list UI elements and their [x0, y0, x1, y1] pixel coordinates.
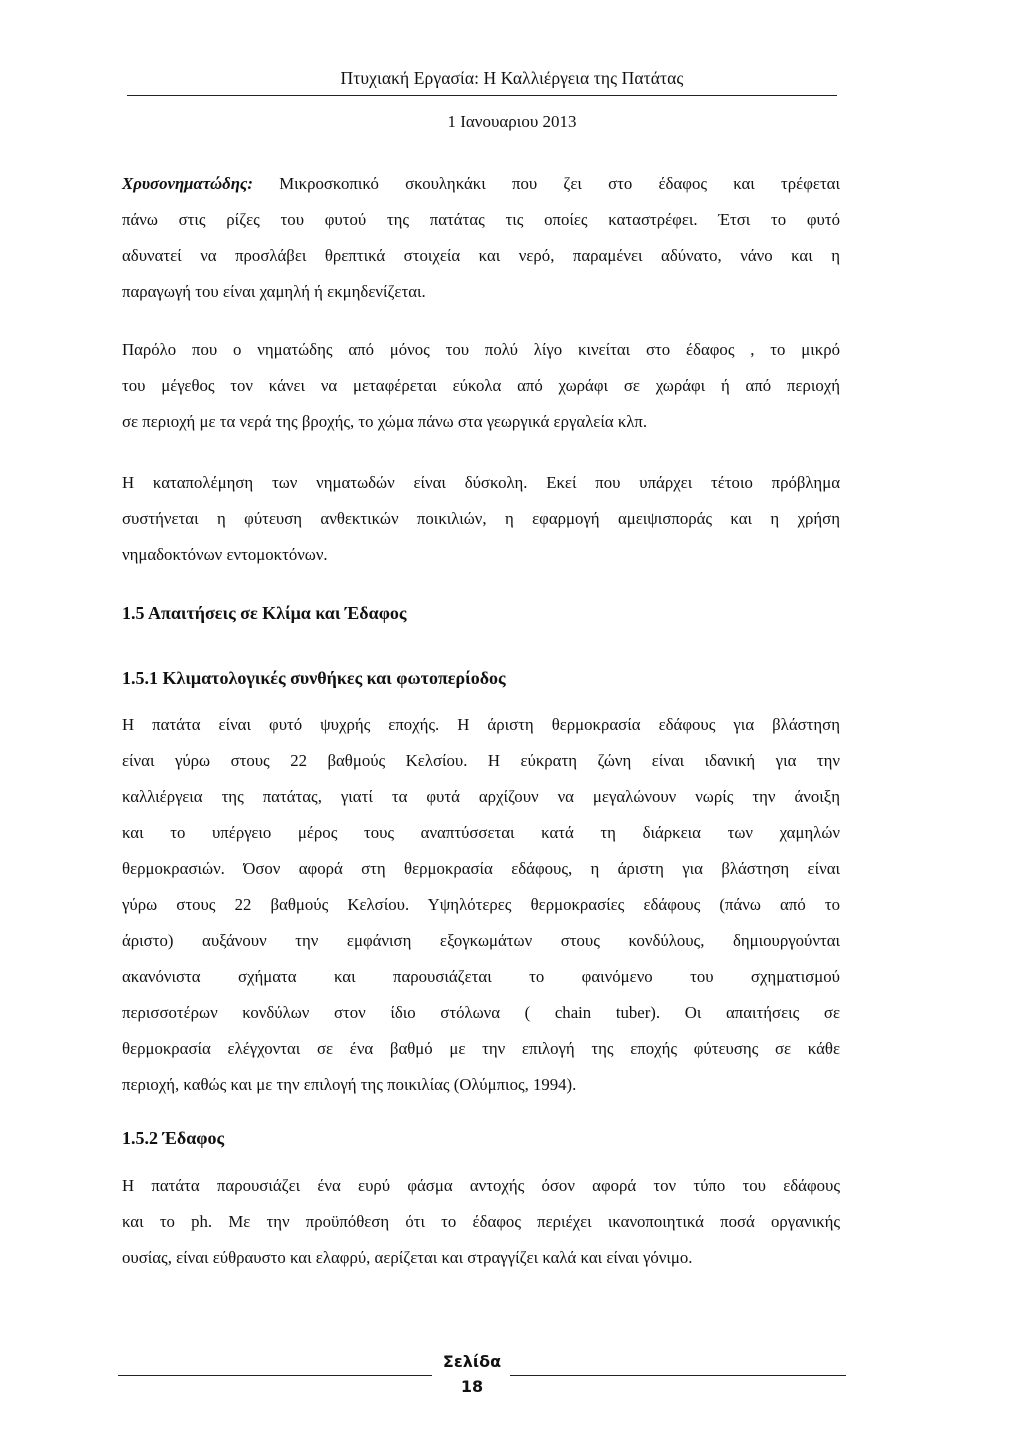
paragraph-line: ουσίας, είναι εύθραυστο και ελαφρύ, αερίζεται και στραγγίζει καλά και είναι γόνιμο.	[122, 1248, 693, 1267]
footer-page-number: 18	[460, 1377, 484, 1396]
term-label: Χρυσονηματώδης:	[122, 174, 253, 193]
paragraph-line: παραγωγή του είναι χαμηλή ή εκμηδενίζεται.	[122, 282, 426, 301]
paragraph-line: και το υπέργειο μέρος τους αναπτύσσεται κατά τη διάρκεια των χαμηλών	[122, 823, 840, 842]
paragraph-line: Η πατάτα παρουσιάζει ένα ευρύ φάσμα αντοχής όσον αφορά τον τύπο του εδάφους	[122, 1176, 840, 1195]
paragraph-line: άριστο) αυξάνουν την εμφάνιση εξογκωμάτων στους κονδύλους, δημιουργούνται	[122, 931, 840, 950]
section-heading-1-5: 1.5 Απαιτήσεις σε Κλίμα και Έδαφος	[122, 603, 407, 623]
paragraph-line: ακανόνιστα σχήματα και παρουσιάζεται το φαινόμενο του σχηματισμού	[122, 967, 840, 986]
footer-rule-right	[510, 1375, 846, 1376]
paragraph-climate	[122, 707, 840, 1103]
paragraph-nematode-spread	[122, 332, 840, 440]
paragraph-line: νημαδοκτόνων εντομοκτόνων.	[122, 545, 328, 564]
paragraph-line: θερμοκρασιών. Όσον αφορά στη θερμοκρασία εδάφους, η άριστη για βλάστηση είναι	[122, 859, 840, 878]
paragraph-line: σε περιοχή με τα νερά της βροχής, το χώμα πάνω στα γεωργικά εργαλεία κλπ.	[122, 412, 648, 431]
header-rule	[127, 95, 837, 96]
paragraph-line: αδυνατεί να προσλάβει θρεπτικά στοιχεία και νερό, παραμένει αδύνατο, νάνο και η	[122, 246, 840, 265]
running-header-title: Πτυχιακή Εργασία: Η Καλλιέργεια της Πατάτας	[340, 68, 684, 88]
paragraph-line: περισσοτέρων κονδύλων στον ίδιο στόλωνα ( chain tuber). Οι απαιτήσεις σε	[122, 1003, 840, 1022]
paragraph-line: και το ph. Με την προϋπόθεση ότι το έδαφος περιέχει ικανοποιητικά ποσά οργανικής	[122, 1212, 840, 1231]
paragraph-line: γύρω στους 22 βαθμούς Κελσίου. Υψηλότερες θερμοκρασίες εδάφους (πάνω από το	[122, 895, 840, 914]
paragraph-soil	[122, 1168, 840, 1276]
paragraph-line: καλλιέργεια της πατάτας, γιατί τα φυτά αρχίζουν να μεγαλώνουν νωρίς την άνοιξη	[122, 787, 840, 806]
paragraph-line: πάνω στις ρίζες του φυτού της πατάτας τις οποίες καταστρέφει. Έτσι το φυτό	[122, 210, 840, 229]
section-heading-1-5-1: 1.5.1 Κλιματολογικές συνθήκες και φωτοπερίοδος	[122, 668, 506, 688]
paragraph-nematode-definition	[122, 166, 840, 310]
paragraph-line: Παρόλο που ο νηματώδης από μόνος του πολύ λίγο κινείται στο έδαφος , το μικρό	[122, 340, 840, 359]
paragraph-line: θερμοκρασία ελέγχονται σε ένα βαθμό με την επιλογή της εποχής φύτευσης σε κάθε	[122, 1039, 840, 1058]
paragraph-line: είναι γύρω στους 22 βαθμούς Κελσίου. Η εύκρατη ζώνη είναι ιδανική για την	[122, 751, 840, 770]
footer-page-label: Σελίδα	[442, 1352, 502, 1371]
footer-rule-left	[118, 1375, 432, 1376]
paragraph-line: Η πατάτα είναι φυτό ψυχρής εποχής. Η άριστη θερμοκρασία εδάφους για βλάστηση	[122, 715, 840, 734]
paragraph-nematode-control	[122, 465, 840, 573]
paragraph-line: συστήνεται η φύτευση ανθεκτικών ποικιλιών, η εφαρμογή αμειψισποράς και η χρήση	[122, 509, 840, 528]
paragraph-line: του μέγεθος τον κάνει να μεταφέρεται εύκολα από χωράφι σε χωράφι ή από περιοχή	[122, 376, 840, 395]
paragraph-line: Χρυσονηματώδης: Μικροσκοπικό σκουληκάκι που ζει στο έδαφος και τρέφεται	[122, 174, 840, 193]
running-header-date: 1 Ιανουαριου 2013	[447, 112, 577, 131]
paragraph-line: περιοχή, καθώς και με την επιλογή της ποικιλίας (Ολύμπιος, 1994).	[122, 1075, 577, 1094]
section-heading-1-5-2: 1.5.2 Έδαφος	[122, 1128, 225, 1148]
paragraph-line: Η καταπολέμηση των νηματωδών είναι δύσκολη. Εκεί που υπάρχει τέτοιο πρόβλημα	[122, 473, 840, 492]
